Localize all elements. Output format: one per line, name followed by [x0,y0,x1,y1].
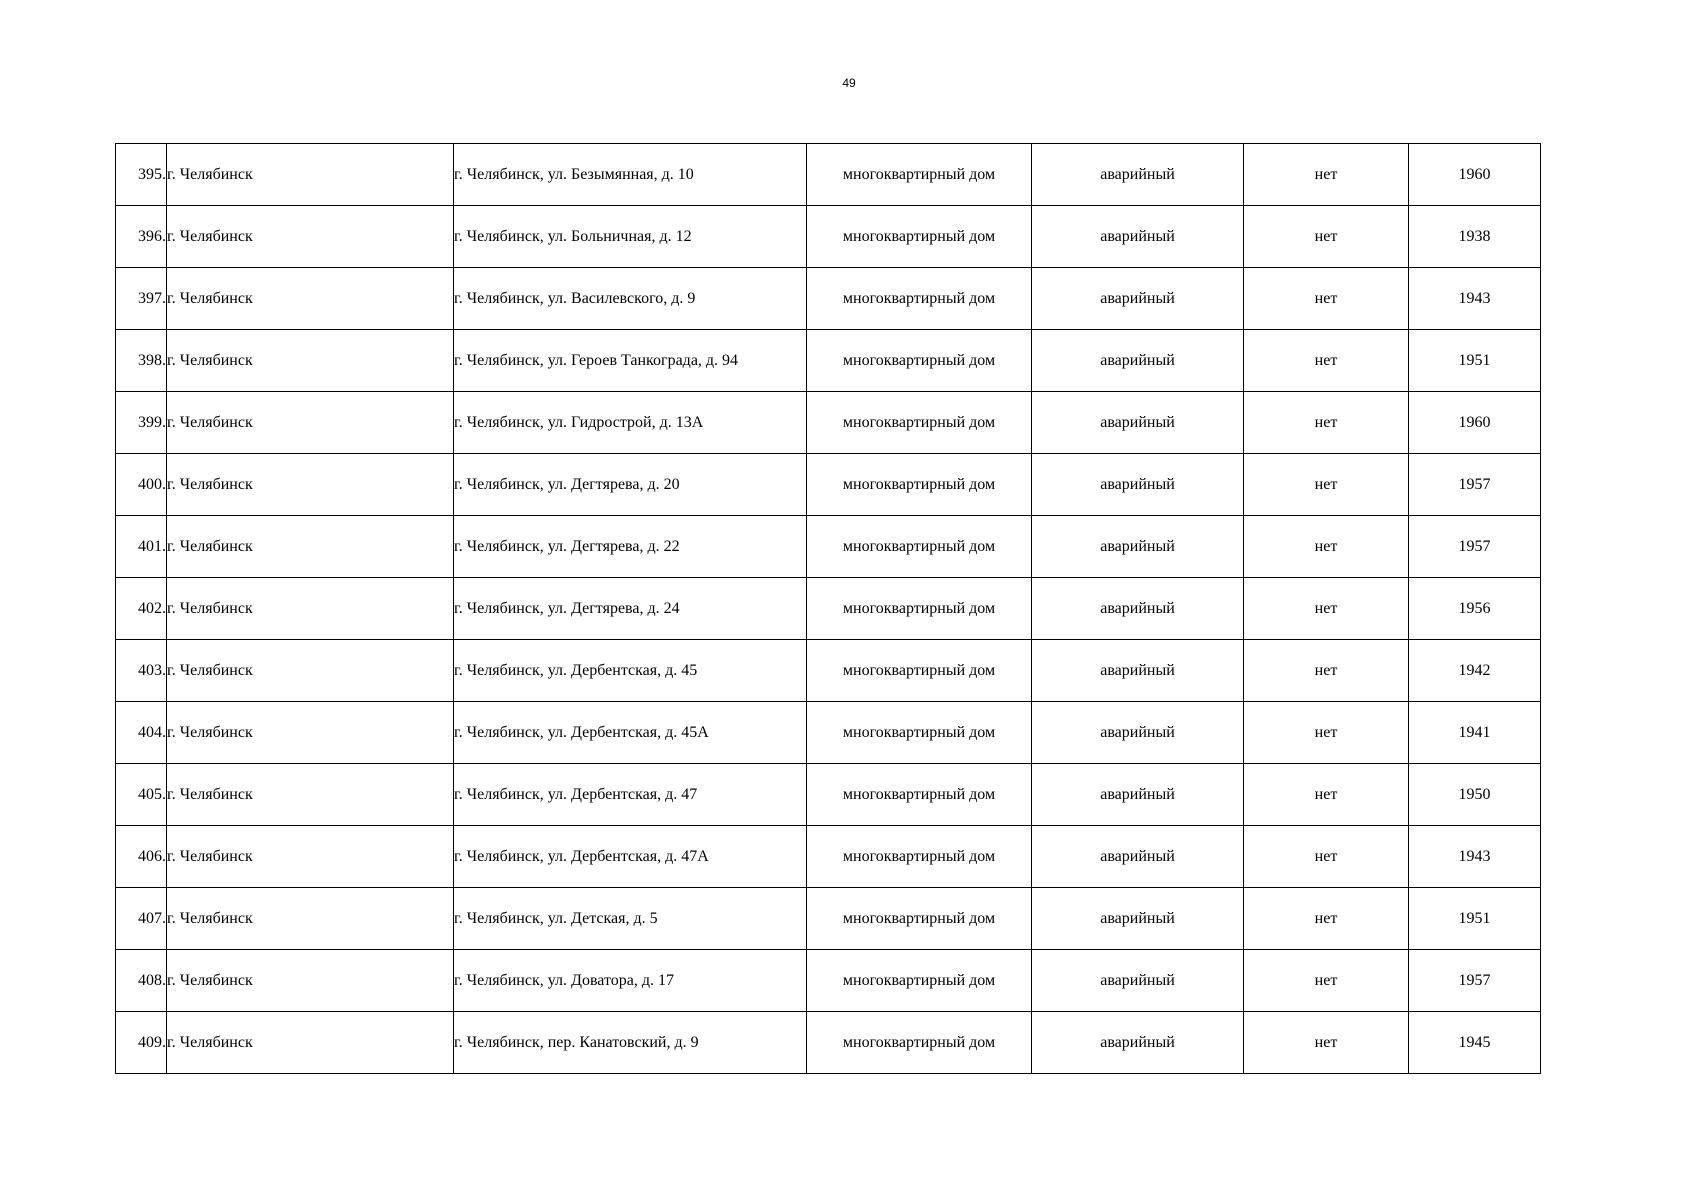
housing-registry-table [115,143,1541,1074]
address-cell: г. Челябинск, ул. Дербентская, д. 45 [454,640,807,702]
address-cell: г. Челябинск, ул. Дегтярева, д. 22 [454,516,807,578]
city-cell: г. Челябинск [167,578,454,640]
building-type-cell: многоквартирный дом [807,578,1032,640]
condition-cell: аварийный [1032,392,1244,454]
address-cell: г. Челябинск, ул. Детская, д. 5 [454,888,807,950]
row-number: 408. [116,950,167,1012]
table-row [116,764,1541,826]
address-cell: г. Челябинск, ул. Гидрострой, д. 13А [454,392,807,454]
condition-cell: аварийный [1032,268,1244,330]
table-row [116,888,1541,950]
year-cell: 1956 [1409,578,1541,640]
year-cell: 1951 [1409,888,1541,950]
building-type-cell: многоквартирный дом [807,764,1032,826]
address-cell: г. Челябинск, ул. Безымянная, д. 10 [454,144,807,206]
condition-cell: аварийный [1032,454,1244,516]
city-cell: г. Челябинск [167,144,454,206]
flag-cell: нет [1244,888,1409,950]
condition-cell: аварийный [1032,702,1244,764]
row-number: 407. [116,888,167,950]
flag-cell: нет [1244,330,1409,392]
condition-cell: аварийный [1032,206,1244,268]
city-cell: г. Челябинск [167,888,454,950]
condition-cell: аварийный [1032,1012,1244,1074]
condition-cell: аварийный [1032,764,1244,826]
address-cell: г. Челябинск, ул. Дегтярева, д. 24 [454,578,807,640]
flag-cell: нет [1244,206,1409,268]
table-row [116,516,1541,578]
row-number: 409. [116,1012,167,1074]
row-number: 395. [116,144,167,206]
flag-cell: нет [1244,702,1409,764]
flag-cell: нет [1244,1012,1409,1074]
city-cell: г. Челябинск [167,206,454,268]
year-cell: 1941 [1409,702,1541,764]
city-cell: г. Челябинск [167,764,454,826]
address-cell: г. Челябинск, пер. Канатовский, д. 9 [454,1012,807,1074]
flag-cell: нет [1244,268,1409,330]
table-row [116,454,1541,516]
row-number: 402. [116,578,167,640]
year-cell: 1943 [1409,826,1541,888]
building-type-cell: многоквартирный дом [807,888,1032,950]
flag-cell: нет [1244,764,1409,826]
flag-cell: нет [1244,950,1409,1012]
flag-cell: нет [1244,392,1409,454]
year-cell: 1950 [1409,764,1541,826]
row-number: 406. [116,826,167,888]
condition-cell: аварийный [1032,330,1244,392]
row-number: 405. [116,764,167,826]
address-cell: г. Челябинск, ул. Василевского, д. 9 [454,268,807,330]
table-row [116,206,1541,268]
city-cell: г. Челябинск [167,702,454,764]
condition-cell: аварийный [1032,888,1244,950]
table-row [116,702,1541,764]
city-cell: г. Челябинск [167,516,454,578]
row-number: 400. [116,454,167,516]
condition-cell: аварийный [1032,578,1244,640]
building-type-cell: многоквартирный дом [807,516,1032,578]
condition-cell: аварийный [1032,516,1244,578]
city-cell: г. Челябинск [167,454,454,516]
city-cell: г. Челябинск [167,640,454,702]
table-row [116,1012,1541,1074]
city-cell: г. Челябинск [167,268,454,330]
year-cell: 1942 [1409,640,1541,702]
city-cell: г. Челябинск [167,392,454,454]
building-type-cell: многоквартирный дом [807,330,1032,392]
building-type-cell: многоквартирный дом [807,1012,1032,1074]
address-cell: г. Челябинск, ул. Дербентская, д. 47А [454,826,807,888]
year-cell: 1938 [1409,206,1541,268]
address-cell: г. Челябинск, ул. Доватора, д. 17 [454,950,807,1012]
row-number: 396. [116,206,167,268]
city-cell: г. Челябинск [167,826,454,888]
row-number: 399. [116,392,167,454]
building-type-cell: многоквартирный дом [807,454,1032,516]
flag-cell: нет [1244,454,1409,516]
table-row [116,950,1541,1012]
year-cell: 1960 [1409,392,1541,454]
building-type-cell: многоквартирный дом [807,950,1032,1012]
condition-cell: аварийный [1032,826,1244,888]
address-cell: г. Челябинск, ул. Героев Танкограда, д. 94 [454,330,807,392]
address-cell: г. Челябинск, ул. Дербентская, д. 45А [454,702,807,764]
table-row [116,144,1541,206]
year-cell: 1943 [1409,268,1541,330]
year-cell: 1957 [1409,454,1541,516]
table-row [116,826,1541,888]
condition-cell: аварийный [1032,144,1244,206]
building-type-cell: многоквартирный дом [807,826,1032,888]
row-number: 397. [116,268,167,330]
year-cell: 1951 [1409,330,1541,392]
year-cell: 1960 [1409,144,1541,206]
address-cell: г. Челябинск, ул. Дербентская, д. 47 [454,764,807,826]
flag-cell: нет [1244,516,1409,578]
row-number: 398. [116,330,167,392]
page-number: 49 [842,76,856,90]
building-type-cell: многоквартирный дом [807,702,1032,764]
address-cell: г. Челябинск, ул. Дегтярева, д. 20 [454,454,807,516]
building-type-cell: многоквартирный дом [807,144,1032,206]
flag-cell: нет [1244,640,1409,702]
address-cell: г. Челябинск, ул. Больничная, д. 12 [454,206,807,268]
building-type-cell: многоквартирный дом [807,268,1032,330]
table-row [116,578,1541,640]
row-number: 401. [116,516,167,578]
building-type-cell: многоквартирный дом [807,206,1032,268]
table-row [116,330,1541,392]
row-number: 404. [116,702,167,764]
table-row [116,392,1541,454]
city-cell: г. Челябинск [167,1012,454,1074]
row-number: 403. [116,640,167,702]
building-type-cell: многоквартирный дом [807,392,1032,454]
city-cell: г. Челябинск [167,330,454,392]
condition-cell: аварийный [1032,950,1244,1012]
flag-cell: нет [1244,578,1409,640]
year-cell: 1957 [1409,516,1541,578]
condition-cell: аварийный [1032,640,1244,702]
flag-cell: нет [1244,144,1409,206]
city-cell: г. Челябинск [167,950,454,1012]
table-row [116,268,1541,330]
table-body [116,144,1541,1074]
flag-cell: нет [1244,826,1409,888]
year-cell: 1957 [1409,950,1541,1012]
table-row [116,640,1541,702]
building-type-cell: многоквартирный дом [807,640,1032,702]
year-cell: 1945 [1409,1012,1541,1074]
